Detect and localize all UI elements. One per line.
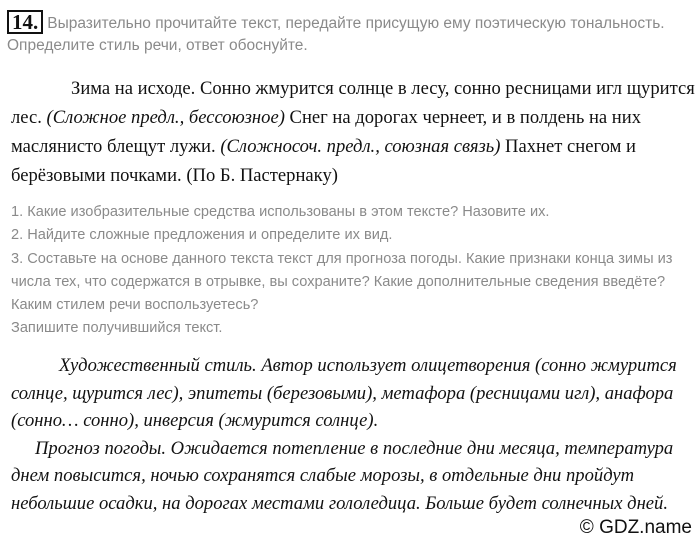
literary-text (11, 74, 695, 190)
answer-paragraph-forecast: Прогноз погоды. Ожидается потепление в последние дни месяца, температура днем повысится, ночью сохранятся слабые морозы, в отдельные дни пройдут небольшие осадки, на дорогах местами гололедица. Больше будет солнечных дней. (11, 437, 674, 514)
question-item: 3. Составьте на основе данного текста текст для прогноза погоды. Какие признаки конца зимы из числа тех, что содержатся в отрывке, вы сохраните? Какие дополнительные сведения введёте? Каким стилем речи воспользуетесь? (11, 250, 673, 314)
question-item: Запишите получившийся текст. (11, 320, 223, 337)
copyright-label: © GDZ.name (579, 517, 692, 538)
text-sentence-1: Зима на исходе. Сонно жмурится солнце в лесу, сонно ресницами игл щурится лес. (11, 78, 695, 128)
text-sentence-2: Снег на дорогах чернеет, и в полдень на них маслянисто блещут лужи. (11, 107, 641, 157)
question-item: 2. Найдите сложные предложения и определите их вид. (11, 227, 393, 244)
answer-block (11, 352, 695, 517)
text-sentence-3: Пахнет снегом и берёзовыми почками. (По Б. Пастернаку) (11, 136, 636, 186)
task-number: 14. (7, 10, 43, 34)
task-header (7, 10, 693, 57)
grammar-note-1: (Сложное предл., бессоюзное) (46, 107, 285, 128)
task-questions (11, 201, 695, 341)
question-item: 1. Какие изобразительные средства использованы в этом тексте? Назовите их. (11, 204, 550, 220)
answer-paragraph-style: Художественный стиль. Автор использует олицетворения (сонно жмурится солнце, щурится лес), эпитеты (березовыми), метафора (ресницами игл), анафора (сонно… сонно), инверсия (жмурится солнце). (11, 355, 677, 431)
grammar-note-2: (Сложносоч. предл., союзная связь) (220, 136, 501, 157)
task-instruction: Выразительно прочитайте текст, передайте присущую ему поэтическую тональность. Определите стиль речи, ответ обоснуйте. (7, 15, 665, 54)
